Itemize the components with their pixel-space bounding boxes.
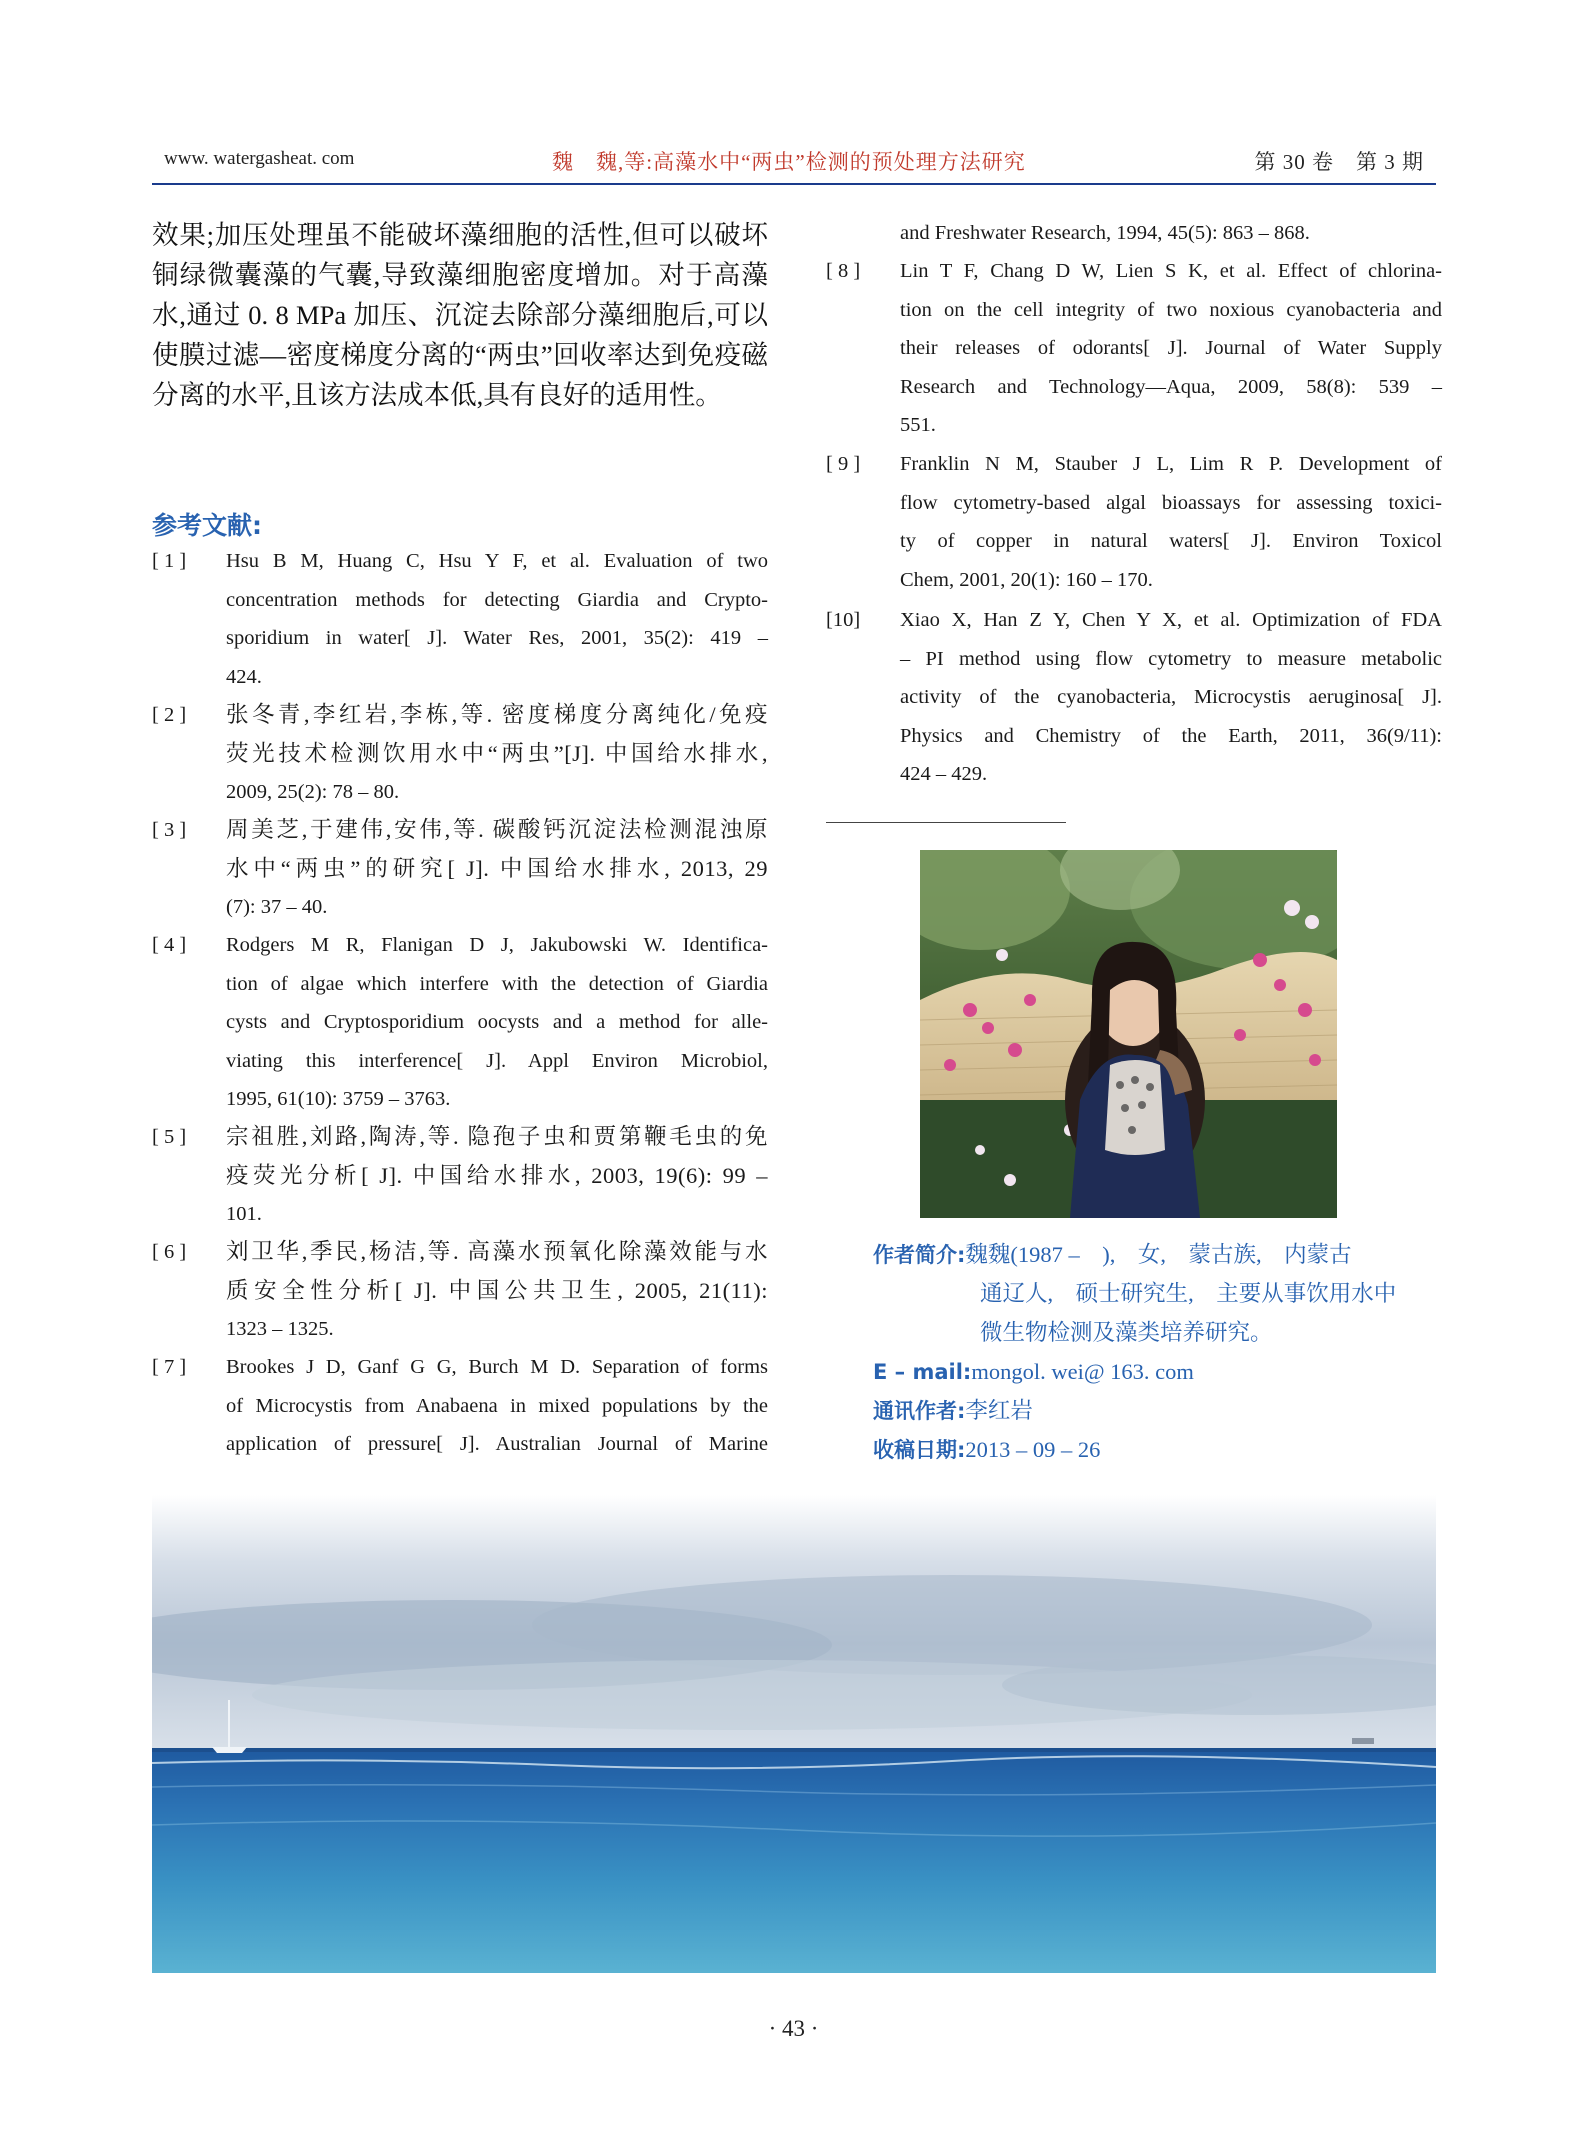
reference-line: tion of algae which interfere with the detection of Giardia <box>226 972 768 995</box>
ocean-photo <box>152 1495 1436 1973</box>
running-header <box>152 148 1436 178</box>
reference-line: 424. <box>226 665 262 688</box>
corresponding-author-label: 通讯作者: <box>873 1399 966 1423</box>
reference-line: 疫荧光分析[ J]. 中国给水排水, 2003, 19(6): 99 – <box>226 1162 768 1188</box>
reference-line: 101. <box>226 1203 262 1225</box>
author-email <box>873 1352 1194 1392</box>
corresponding-author-name: 李红岩 <box>965 1398 1033 1423</box>
reference-number: [ 8 ] <box>826 260 861 282</box>
received-date-label: 收稿日期: <box>873 1438 966 1462</box>
reference-line: concentration methods for detecting Giardia and Crypto- <box>226 588 768 611</box>
reference-line: 水中“两虫”的研究[ J]. 中国给水排水, 2013, 29 <box>226 855 768 881</box>
corresponding-author <box>873 1391 1033 1431</box>
reference-line: Chem, 2001, 20(1): 160 – 170. <box>900 568 1153 591</box>
reference-line: 张冬青,李红岩,李栋,等. 密度梯度分离纯化/免疫 <box>226 702 768 727</box>
reference-number: [ 9 ] <box>826 453 861 475</box>
reference-line: viating this interference[ J]. Appl Environ Microbiol, <box>226 1049 768 1072</box>
reference-number: [ 3 ] <box>152 819 187 841</box>
header-rule <box>152 183 1436 185</box>
reference-line: flow cytometry-based algal bioassays for assessing toxici- <box>900 491 1442 514</box>
reference-line: Lin T F, Chang D W, Lien S K, et al. Effect of chlorina- <box>900 260 1442 282</box>
email-address[interactable]: mongol. wei@ 163. com <box>971 1359 1194 1384</box>
reference-line: ty of copper in natural waters[ J]. Environ Toxicol <box>900 530 1442 552</box>
reference-line: and Freshwater Research, 1994, 45(5): 863 – 868. <box>900 222 1310 244</box>
reference-line: 刘卫华,季民,杨洁,等. 高藻水预氧化除藻效能与水 <box>226 1239 768 1264</box>
reference-line: Rodgers M R, Flanigan D J, Jakubowski W. Identifica- <box>226 934 768 956</box>
reference-line: application of pressure[ J]. Australian Journal of Marine <box>226 1433 768 1455</box>
reference-line: 551. <box>900 414 936 436</box>
reference-number: [ 1 ] <box>152 550 187 572</box>
reference-line: – PI method using flow cytometry to measure metabolic <box>900 647 1442 670</box>
reference-number: [ 6 ] <box>152 1241 187 1263</box>
reference-line: 周美芝,于建伟,安伟,等. 碳酸钙沉淀法检测混浊原 <box>226 817 768 842</box>
reference-line: sporidium in water[ J]. Water Res, 2001, 35(2): 419 – <box>226 627 768 649</box>
running-title: 魏 魏,等:高藻水中“两虫”检测的预处理方法研究 <box>552 150 1026 174</box>
reference-line: cysts and Cryptosporidium oocysts and a method for alle- <box>226 1011 768 1033</box>
author-intro-label: 作者简介: <box>873 1243 966 1267</box>
journal-website: www. watergasheat. com <box>164 148 355 169</box>
footnote-rule <box>826 822 1066 823</box>
reference-line: of Microcystis from Anabaena in mixed populations by the <box>226 1394 768 1417</box>
received-date <box>873 1430 1100 1470</box>
reference-line: (7): 37 – 40. <box>226 896 328 918</box>
reference-line: Research and Technology—Aqua, 2009, 58(8): 539 – <box>900 375 1442 398</box>
author-intro-cont2: 微生物检测及藻类培养研究。 <box>980 1320 1273 1345</box>
reference-line: 424 – 429. <box>900 763 988 785</box>
received-date-value: 2013 – 09 – 26 <box>965 1437 1101 1462</box>
reference-number: [ 4 ] <box>152 934 187 956</box>
reference-line: their releases of odorants[ J]. Journal of Water Supply <box>900 337 1442 359</box>
author-intro <box>873 1235 1352 1275</box>
page-number: · 43 · <box>768 2016 819 2041</box>
reference-number: [ 2 ] <box>152 704 187 726</box>
reference-number: [ 7 ] <box>152 1356 187 1378</box>
conclusion-paragraph: 效果;加压处理虽不能破坏藻细胞的活性,但可以破坏铜绿微囊藻的气囊,导致藻细胞密度增加。对于高藻水,通过 0. 8 MPa 加压、沉淀去除部分藻细胞后,可以使膜过滤—密度梯度分离的“两虫”回收率达到免疫磁分离的水平,且该方法成本低,具有良好的适用性。 <box>152 220 768 410</box>
reference-line: tion on the cell integrity of two noxious cyanobacteria and <box>900 298 1442 321</box>
author-intro-line1: 魏魏(1987 – ), 女, 蒙古族, 内蒙古 <box>965 1242 1352 1267</box>
reference-line: 宗祖胜,刘路,陶涛,等. 隐孢子虫和贾第鞭毛虫的免 <box>226 1124 768 1149</box>
reference-line: 2009, 25(2): 78 – 80. <box>226 781 400 803</box>
reference-line: Franklin N M, Stauber J L, Lim R P. Development of <box>900 453 1442 475</box>
reference-line: Hsu B M, Huang C, Hsu Y F, et al. Evaluation of two <box>226 550 768 572</box>
author-intro-cont1: 通辽人, 硕士研究生, 主要从事饮用水中 <box>980 1281 1397 1306</box>
reference-line: Xiao X, Han Z Y, Chen Y X, et al. Optimization of FDA <box>900 609 1442 631</box>
volume-issue: 第 30 卷 第 3 期 <box>1254 150 1424 174</box>
reference-number: [ 5 ] <box>152 1126 187 1148</box>
reference-line: 荧光技术检测饮用水中“两虫”[J]. 中国给水排水, <box>226 740 768 766</box>
reference-line: Brookes J D, Ganf G G, Burch M D. Separation of forms <box>226 1356 768 1378</box>
references-heading: 参考文献: <box>152 511 262 540</box>
reference-line: 1323 – 1325. <box>226 1318 334 1340</box>
email-label: E – mail: <box>873 1360 972 1384</box>
author-photo <box>920 850 1337 1218</box>
reference-line: 1995, 61(10): 3759 – 3763. <box>226 1088 451 1110</box>
reference-line: 质安全性分析[ J]. 中国公共卫生, 2005, 21(11): <box>226 1277 768 1303</box>
reference-line: Physics and Chemistry of the Earth, 2011, 36(9/11): <box>900 724 1442 747</box>
reference-line: activity of the cyanobacteria, Microcystis aeruginosa[ J]. <box>900 686 1442 708</box>
reference-number: [10] <box>826 609 861 631</box>
